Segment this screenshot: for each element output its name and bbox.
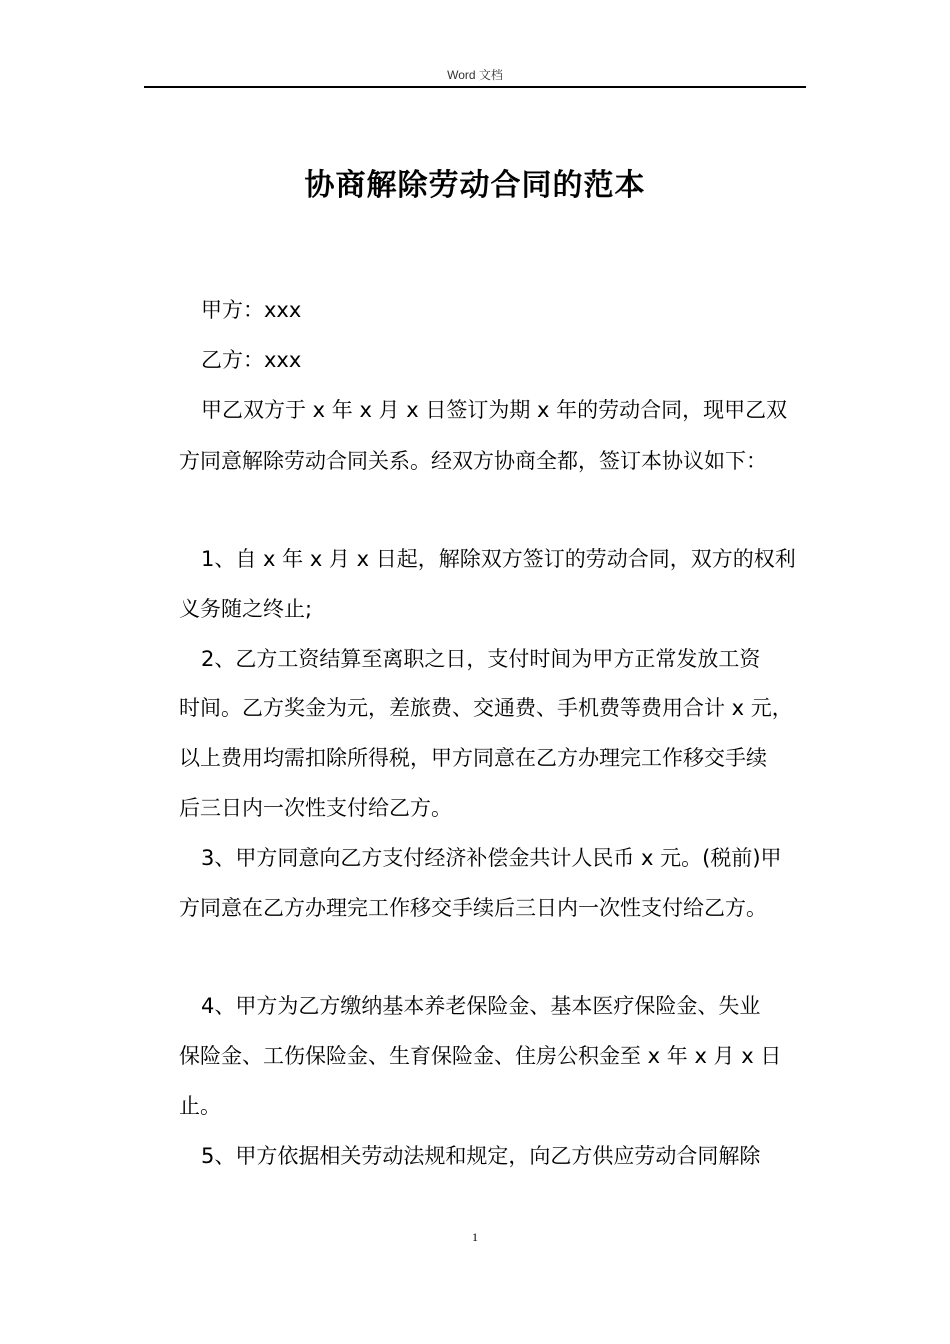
- clause-1-line: 义务随之终止;: [179, 597, 313, 621]
- intro-line: 甲乙双方于 x 年 x 月 x 日签订为期 x 年的劳动合同，现甲乙双: [201, 398, 788, 422]
- clause-2-line: 以上费用均需扣除所得税，甲方同意在乙方办理完工作移交手续: [179, 746, 767, 770]
- clause-4-line: 止。: [179, 1094, 221, 1118]
- clause-4-line: 保险金、工伤保险金、生育保险金、住房公积金至 x 年 x 月 x 日: [179, 1044, 782, 1068]
- document-title: 协商解除劳动合同的范本: [304, 168, 646, 203]
- clause-2-line: 后三日内一次性支付给乙方。: [179, 796, 452, 820]
- clause-3-line: 方同意在乙方办理完工作移交手续后三日内一次性支付给乙方。: [179, 896, 767, 920]
- header-label: Word 文档: [447, 68, 503, 82]
- clause-2-line: 时间。乙方奖金为元，差旅费、交通费、手机费等费用合计 x 元，: [179, 696, 793, 720]
- clause-1-line: 1、自 x 年 x 月 x 日起，解除双方签订的劳动合同，双方的权利: [201, 547, 796, 571]
- clause-5-line: 5、甲方依据相关劳动法规和规定，向乙方供应劳动合同解除: [201, 1144, 761, 1168]
- clause-3-line: 3、甲方同意向乙方支付经济补偿金共计人民币 x 元。(税前)甲: [201, 846, 782, 870]
- clause-2-line: 2、乙方工资结算至离职之日，支付时间为甲方正常发放工资: [201, 647, 761, 671]
- party-b: 乙方：xxx: [201, 348, 302, 372]
- page-number: 1: [472, 1230, 478, 1244]
- party-a: 甲方：xxx: [201, 298, 302, 322]
- intro-line: 方同意解除劳动合同关系。经双方协商全都，签订本协议如下：: [179, 449, 767, 473]
- header-divider: [144, 86, 806, 88]
- clause-4-line: 4、甲方为乙方缴纳基本养老保险金、基本医疗保险金、失业: [201, 994, 761, 1018]
